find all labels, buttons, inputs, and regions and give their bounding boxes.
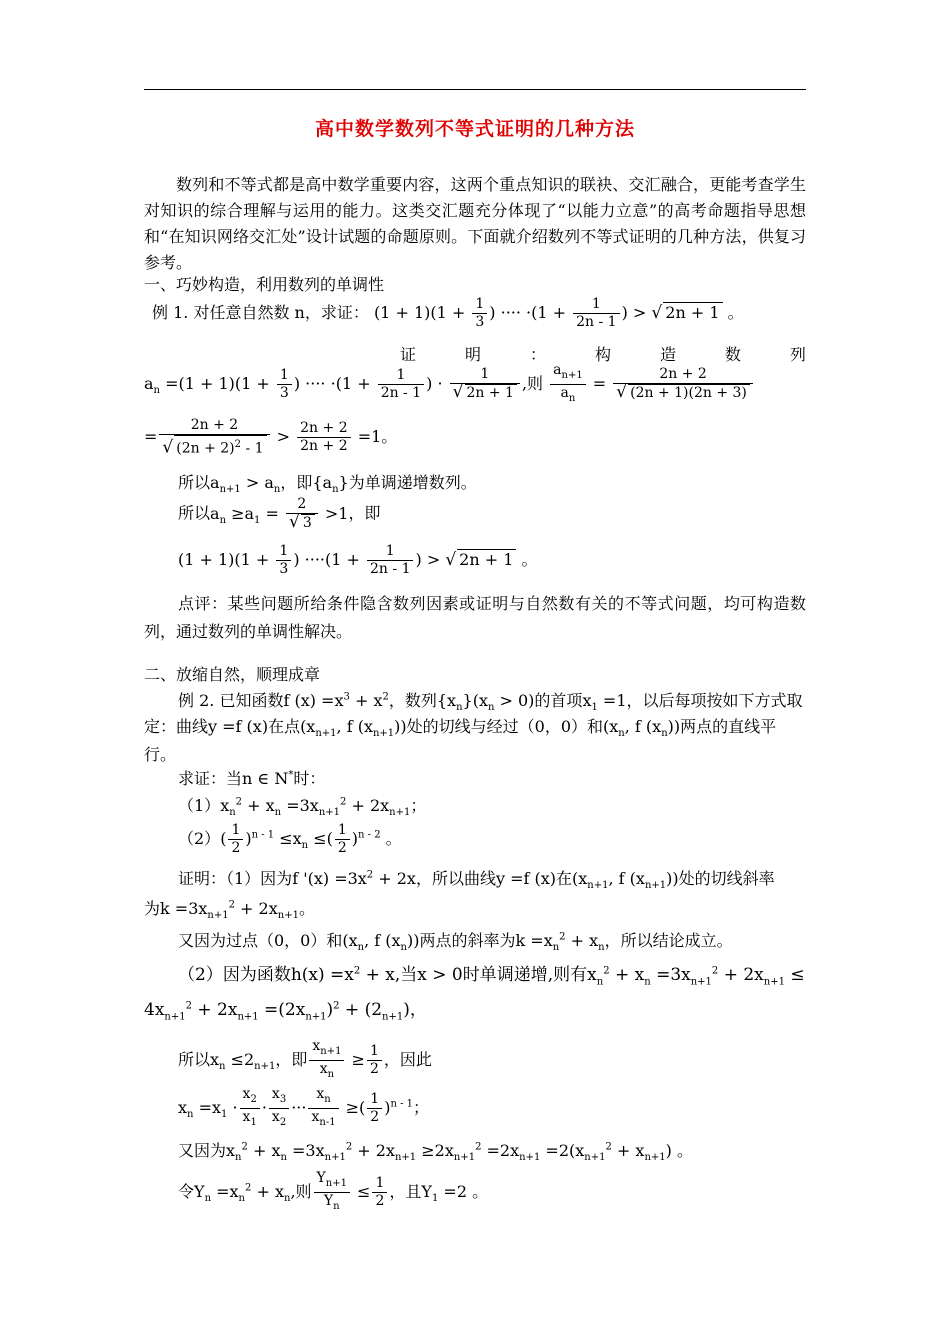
monotone-line: 所以$a_{n+1} > a_n$，即$\{a_n\}$为单调递增数列。 [178, 473, 477, 496]
formula-conclusion-1: (1 + 1)(1 + $\frac{1}{3}$ ) ····(1 + $\frac{1}{2n - 1}$ ) > √ 2n + 1 。 [178, 543, 538, 577]
example-2-line-3: 行。 [144, 745, 177, 764]
proof-2-product: $x_n =x_1$ · $\frac{x_2}{x_1}$ · $\frac{x_3}{x_2}$ ··· $\frac{x_n}{x_{n-1}}$ ≥( $\frac{1}{2}$ )$^{n - 1}$； [178, 1086, 430, 1128]
example-1-label: 例 1. 对任意自然数 n，求证： [152, 303, 369, 322]
example-2-line-1: 例 2. 已知函数f $(x) =x^3 + x^2$，数列$\{x_n\}(x_n > 0)$的首项$x_1 =1$，以后每项按如下方式取 [178, 691, 803, 714]
proof-2-line-1: （2）因为函数$h(x) =x^2 + x$,当x > 0时单调递增,则有$x_n^2 + x_n =3x_{n+1}^2 + 2x_{n+1}$ ≤ [178, 965, 805, 988]
example-2-line-2: 定：曲线y =f (x)在点($x_{n+1}$, f $(x_{n+1})$)处的切线与经过（0，0）和($x_n$, f $(x_n)$)两点的直线平 [144, 717, 777, 740]
formula-ratio: = $\frac{2n + 2}{√ (2n + 2)^2 - 1}$ > $\frac{2n + 2}{2n + 2}$ =1。 [144, 417, 398, 458]
proof-2-line-5: 令$Y_n =x_n^2 + x_n$,则 $\frac{Y_{n+1}}{Y_n}$ ≤ $\frac{1}{2}$ ，且$Y_1 =2$ 。 [178, 1170, 489, 1212]
section-1-heading: 一、巧妙构造，利用数列的单调性 [144, 275, 385, 294]
proof-1-line-1: 证明：（1）因为f '$(x) =3x^2 + 2x$，所以曲线y =f (x)在($x_{n+1}$, f $(x_{n+1})$)处的切线斜率 [178, 869, 775, 892]
header-rule [144, 89, 806, 90]
proof-1-line-2: 为$k =3x_{n+1}^2 + 2x_{n+1}$。 [144, 899, 315, 922]
page-title: 高中数学数列不等式证明的几种方法 [314, 118, 635, 140]
formula-ex1: (1 + 1)(1 + $\frac{1}{3}$ ) ···· ·(1 + $\frac{1}{2n - 1}$ ) > √ 2n + 1 。 [373, 296, 744, 330]
claim-1: $(1)x_n^2 + x_n =3x_{n+1}^2 + 2x_{n+1}$； [178, 796, 427, 819]
proof-heading: 证 明 ： 构 造 数 列 [400, 345, 806, 364]
proof-2-line-2: $4x_{n+1}^2 + 2x_{n+1} =(2x_{n+1})^2 + (2_{n+1})$， [144, 1000, 427, 1023]
section-2-heading: 二、放缩自然，顺理成章 [144, 665, 321, 684]
remark-paragraph: 点评：某些问题所给条件隐含数列因素或证明与自然数有关的不等式问题，均可构造数列，通过数列的单调性解决。 [144, 594, 806, 641]
example-1 [152, 296, 744, 331]
prove-line: 求证：当n ∈ N*时： [178, 769, 326, 788]
intro-paragraph: 数列和不等式都是高中数学重要内容，这两个重点知识的联袂、交汇融合，更能考查学生对知识的综合理解与运用的能力。这类交汇题充分体现了“以能力立意”的高考命题指导思想和“在知识网络交汇处”设计试题的命题原则。下面就介绍数列不等式证明的几种方法，供复习参考。 [144, 175, 806, 272]
formula-an-definition: $a_n =(1 + 1)(1$ + $\frac{1}{3}$ ) ···· ·(1 + $\frac{1}{2n - 1}$ ) · $\frac{1}{√ 2n + 1}$ ,则 $\frac{a_{n+1}}{a_n}$ = $\frac{2n + 2}{√ (2n + 1)(2n + 3)}$ [144, 362, 755, 407]
proof-1-line-3: 又因为过点（0，0）和($x_n$, f $(x_n)$)两点的斜率为$k =x_n^2 + x_n$，所以结论成立。 [178, 931, 733, 954]
proof-2-line-3: 所以$x_n \le 2_{n+1}$，即 $\frac{x_{n+1}}{x_n}$ ≥ $\frac{1}{2}$ ，因此 [178, 1038, 432, 1080]
claim-2: （2）( $\frac{1}{2}$ )$^{n - 1} \le x_n$ ≤( $\frac{1}{2}$ )$^{n - 2}$ 。 [178, 822, 402, 856]
proof-2-line-4: 又因为$x_n^2 + x_n =3x_{n+1}^2 + 2x_{n+1} \ge 2x_{n+1}^2 =2x_{n+1} =2(x_{n+1}^2 + x_{n+1})$ 。 [178, 1141, 693, 1164]
lower-bound-line: 所以$a_n \ge a_1$ = $\frac{2}{√ 3}$ >1，即 [178, 496, 381, 532]
